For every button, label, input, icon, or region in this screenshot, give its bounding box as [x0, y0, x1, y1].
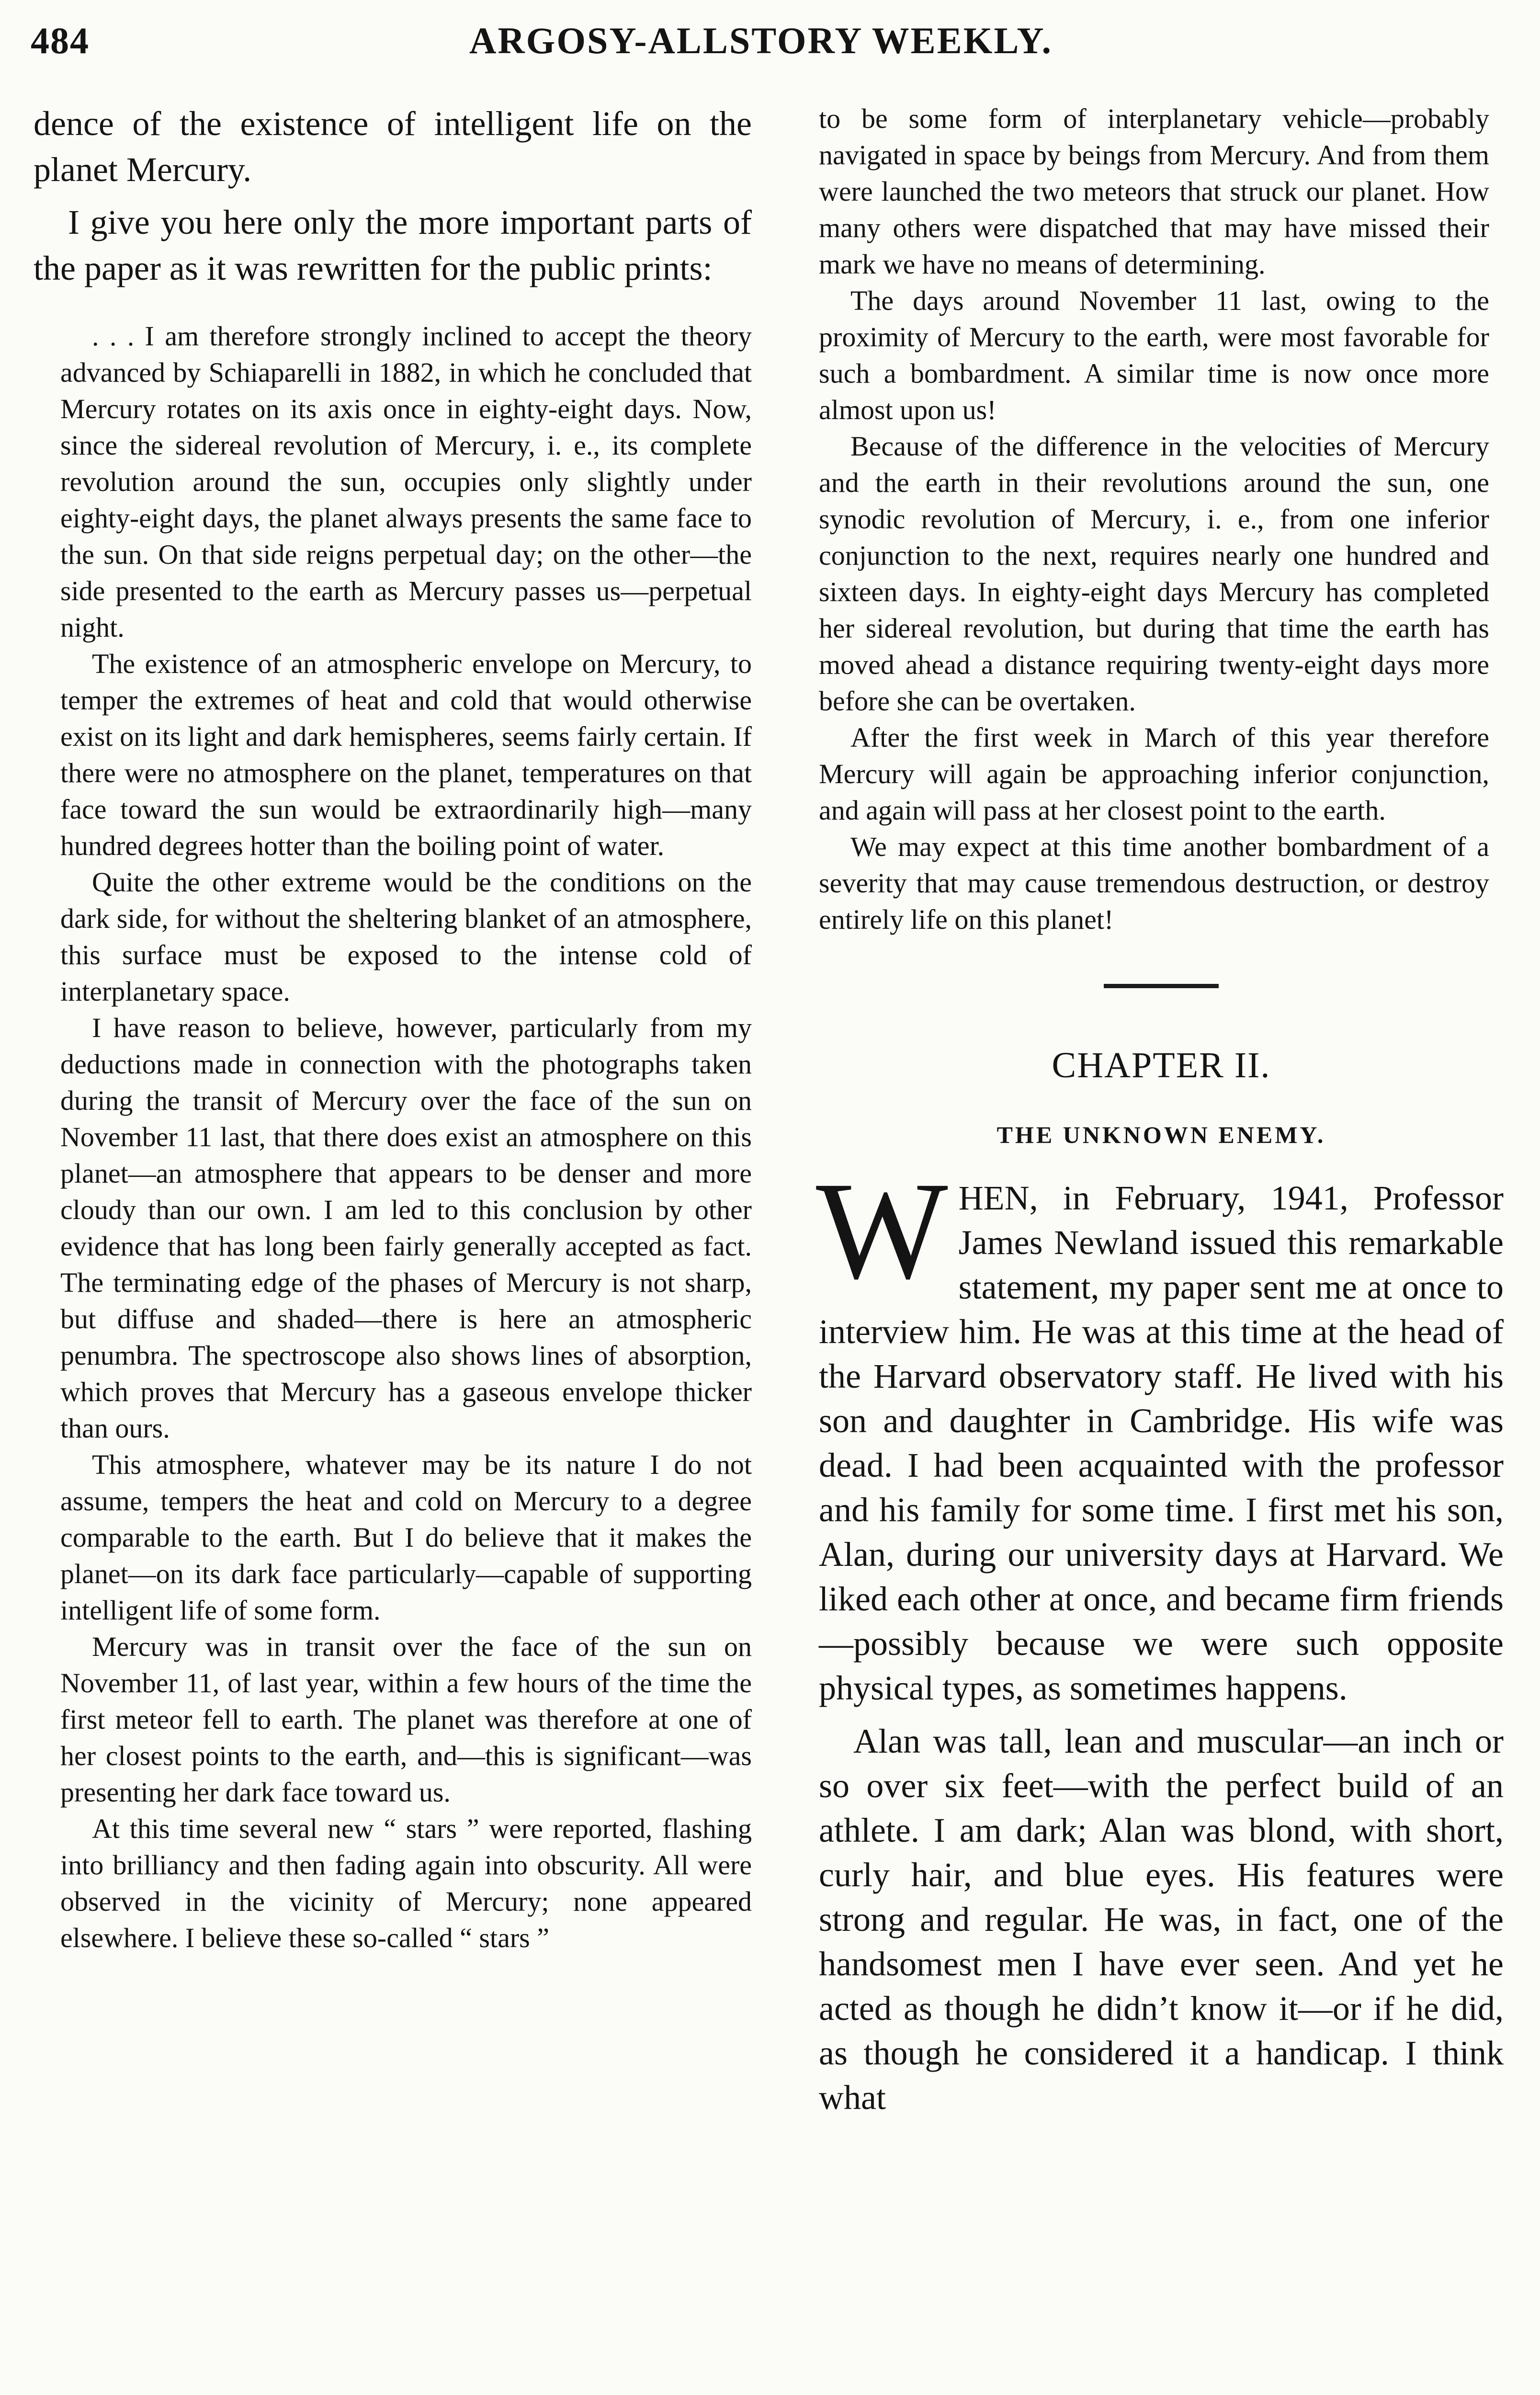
body-paragraph: HEN, in February, 1941, Professor James Newland issued this remarkable statement, my paper sent me at once to interview him. He was at this time at the head of the Harvard observatory staff. He lived with his son and daughter in Cambridge. His wife was dead. I had been acquainted with the professor and his family for some time. I first met his son, Alan, during our university days at Harvard. We liked each other at once, and became firm friends—possibly because we were such opposite physical types, as sometimes happens. [819, 1179, 1504, 1707]
quote-paragraph: Because of the difference in the velocities of Mercury and the earth in their revolutions around the sun, one synodic revolution of Mercury, i. e., from one inferior conjunction to the next, requires nearly one hundred and sixteen days. In eighty-eight days Mercury has completed her sidereal revolution, but during that time the earth has moved ahead a distance requiring twenty-eight days more before she can be overtaken. [819, 431, 1489, 717]
quote-paragraph: The existence of an atmospheric envelope on Mercury, to temper the extremes of heat and cold that would otherwise exist on its light and dark hemispheres, seems fairly certain. If there were no atmosphere on the planet, temperatures on that face toward the sun would be extraordinarily high—many hundred degrees hotter than the boiling point of water. [60, 648, 752, 861]
chapter-body [816, 1153, 1504, 2120]
page-header [29, 19, 1504, 81]
chapter-subtitle: THE UNKNOWN ENEMY. [996, 1121, 1326, 1148]
intro-paragraph: I give you here only the more important parts of the paper as it was rewritten for the public prints: [34, 203, 752, 287]
intro-paragraph: dence of the existence of intelligent life on the planet Mercury. [34, 104, 752, 189]
quote-paragraph: The days around November 11 last, owing to the proximity of Mercury to the earth, were most favorable for such a bombardment. A similar time is now once more almost upon us! [819, 285, 1489, 425]
right-column [816, 101, 1504, 2120]
quote-paragraph: to be some form of interplanetary vehicle—probably navigated in space by beings from Mercury. And from them were launched the two meteors that struck our planet. How many others were dispatched that may have missed their mark we have no means of determining. [819, 103, 1489, 280]
running-head: ARGOSY-ALLSTORY WEEKLY. [469, 20, 1053, 61]
quote-paragraph: Quite the other extreme would be the conditions on the dark side, for without the sheltering blanket of an atmosphere, this surface must be exposed to the intense cold of interplanetary space. [60, 867, 752, 1007]
quote-paragraph: Mercury was in transit over the face of the sun on November 11, of last year, within a few hours of the time the first meteor fell to earth. The planet was therefore at one of her closest points to the earth, and—this is significant—was presenting her dark face toward us. [60, 1631, 752, 1808]
quote-paragraph: I have reason to believe, however, particularly from my deductions made in connection with the photographs taken during the transit of Mercury over the face of the sun on November 11 last, that there does exist an atmosphere on this planet—an atmosphere that appears to be denser and more cloudy than our own. I am led to this conclusion by other evidence that has long been fairly generally accepted as fact. The terminating edge of the phases of Mercury is not sharp, but diffuse and shaded—there is here an atmospheric penumbra. The spectroscope also shows lines of absorption, which proves that Mercury has a gaseous envelope thicker than ours. [60, 1012, 752, 1444]
section-divider [1104, 984, 1219, 988]
quote-paragraph: We may expect at this time another bombardment of a severity that may cause tremendous destruction, or destroy entirely life on this planet! [819, 831, 1489, 935]
quoted-paper-continued [819, 101, 1489, 938]
chapter-title: CHAPTER II. [1052, 1045, 1271, 1085]
quote-paragraph: At this time several new “ stars ” were reported, flashing into brilliancy and then fading again into obscurity. All were observed in the vicinity of Mercury; none appeared elsewhere. I believe these so-called “ stars ” [60, 1813, 752, 1953]
quote-paragraph: . . . I am therefore strongly inclined to accept the theory advanced by Schiaparelli in 1882, in which he concluded that Mercury rotates on its axis once in eighty-eight days. Now, since the sidereal revolution of Mercury, i. e., its complete revolution around the sun, occupies only slightly under eighty-eight days, the planet always presents the same face to the sun. On that side reigns perpetual day; on the other—the side presented to the earth as Mercury passes us—perpetual night. [60, 320, 752, 643]
quoted-paper [34, 318, 752, 1956]
body-paragraph: Alan was tall, lean and muscular—an inch or so over six feet—with the perfect build of an athlete. I am dark; Alan was blond, with short, curly hair, and blue eyes. His features were strong and regular. He was, in fact, one of the handsomest men I have ever seen. And yet he acted as though he didn’t know it—or if he did, as though he considered it a handicap. I think what [819, 1722, 1504, 2117]
left-column [34, 101, 752, 1956]
magazine-page [29, 19, 1504, 2395]
quote-paragraph: After the first week in March of this year therefore Mercury will again be approaching inferior conjunction, and again will pass at her closest point to the earth. [819, 722, 1489, 826]
drop-cap: W [816, 1153, 948, 1308]
page-number: 484 [31, 20, 90, 61]
quote-paragraph: This atmosphere, whatever may be its nature I do not assume, tempers the heat and cold on Mercury to a degree comparable to the earth. But I do believe that it makes the planet—on its dark face particularly—capable of supporting intelligent life of some form. [60, 1449, 752, 1626]
